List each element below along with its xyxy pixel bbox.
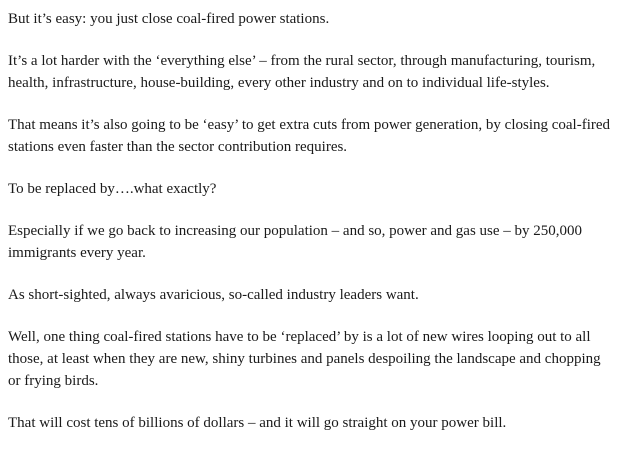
paragraph-everything-else: It’s a lot harder with the ‘everything else’ – from the rural sector, through manufacturing, tourism, health, infrastructure, house-building, every other industry and on to individual life-styles. [8,53,596,91]
paragraph-population: Especially if we go back to increasing our population – and so, power and gas use – by 250,000 immigrants every year. [8,223,583,261]
paragraph-easy-close: But it’s easy: you just close coal-fired power stations. [8,11,330,27]
paragraph-replaced-by: To be replaced by….what exactly? [8,181,217,197]
paragraph-power-bill: That will cost tens of billions of dollars – and it will go straight on your power bill. [8,415,507,431]
paragraph-new-wires: Well, one thing coal-fired stations have to be ‘replaced’ by is a lot of new wires looping out to all those, at least when they are new, shiny turbines and panels despoiling the landscape and chopping or frying birds. [8,329,601,389]
paragraph-extra-cuts: That means it’s also going to be ‘easy’ to get extra cuts from power generation, by closing coal-fired stations even faster than the sector contribution requires. [8,117,611,155]
article-body [8,8,616,434]
paragraph-industry-leaders: As short-sighted, always avaricious, so-called industry leaders want. [8,287,419,303]
